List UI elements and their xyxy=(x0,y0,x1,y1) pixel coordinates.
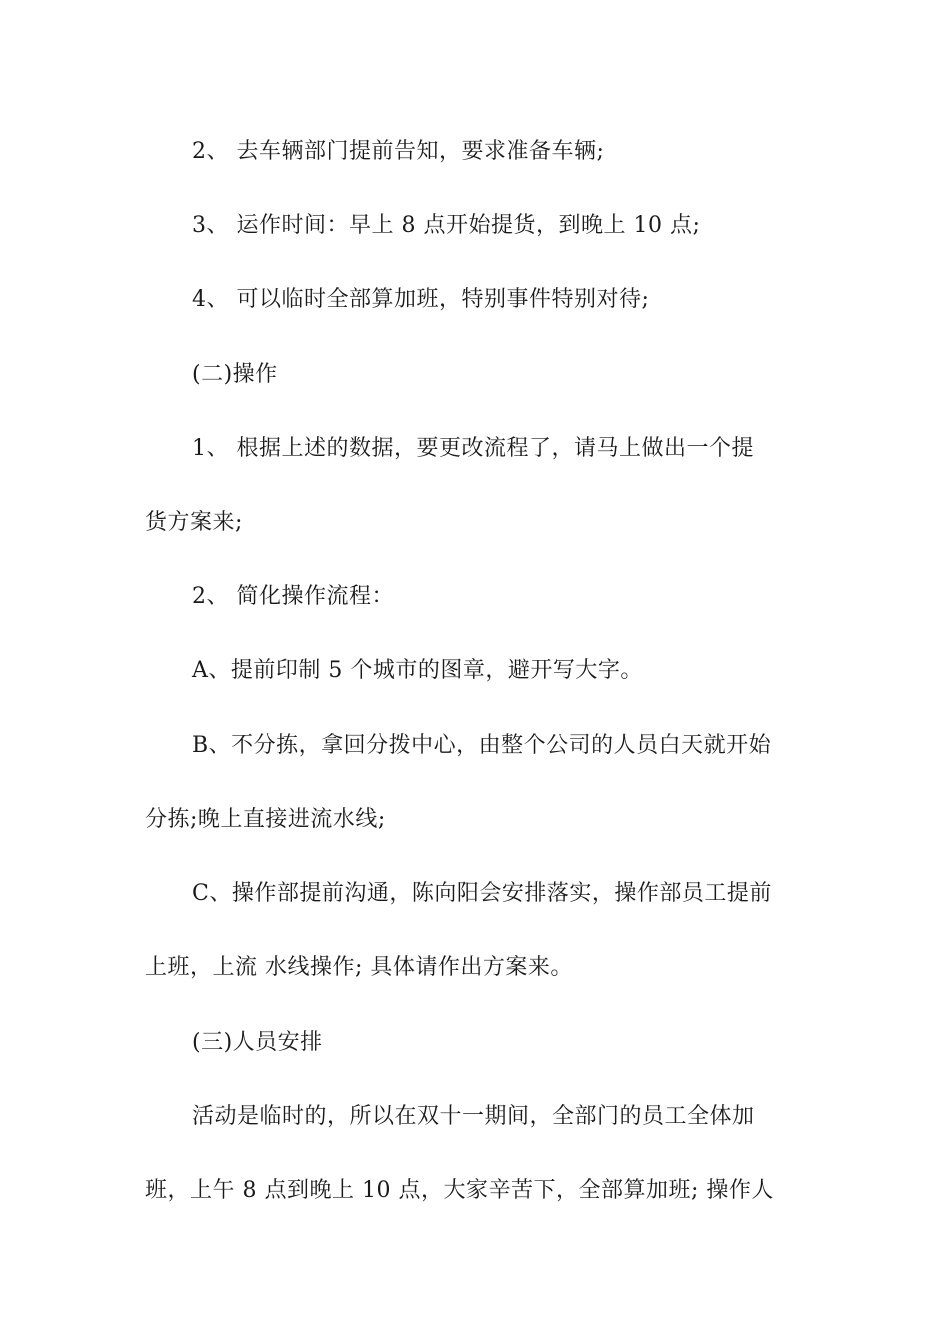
paragraph-line: 1、 根据上述的数据，要更改流程了，请马上做出一个提 xyxy=(192,436,754,461)
list-item-a: A、提前印制 5 个城市的图章，避开写大字。 xyxy=(192,658,643,683)
paragraph-line: 分拣;晚上直接进流水线; xyxy=(145,807,386,832)
paragraph-line: 上班，上流 水线操作; 具体请作出方案来。 xyxy=(145,955,573,980)
paragraph-line: B、不分拣，拿回分拨中心，由整个公司的人员白天就开始 xyxy=(192,733,772,758)
list-item-overtime: 4、 可以临时全部算加班，特别事件特别对待; xyxy=(192,287,650,312)
list-item-operation-time: 3、 运作时间：早上 8 点开始提货，到晚上 10 点; xyxy=(192,213,701,238)
section-heading-staffing: (三)人员安排 xyxy=(192,1030,323,1055)
list-item-simplify-process: 2、 简化操作流程： xyxy=(192,584,394,609)
list-item-notify-vehicle-dept: 2、 去车辆部门提前告知，要求准备车辆; xyxy=(192,139,605,164)
paragraph-line: 班，上午 8 点到晚上 10 点，大家辛苦下，全部算加班; 操作人 xyxy=(145,1178,774,1203)
paragraph-line: 货方案来; xyxy=(145,510,243,535)
paragraph-line: C、操作部提前沟通，陈向阳会安排落实，操作部员工提前 xyxy=(192,881,772,906)
paragraph-line: 活动是临时的，所以在双十一期间，全部门的员工全体加 xyxy=(192,1104,755,1129)
section-heading-operation: (二)操作 xyxy=(192,362,278,387)
